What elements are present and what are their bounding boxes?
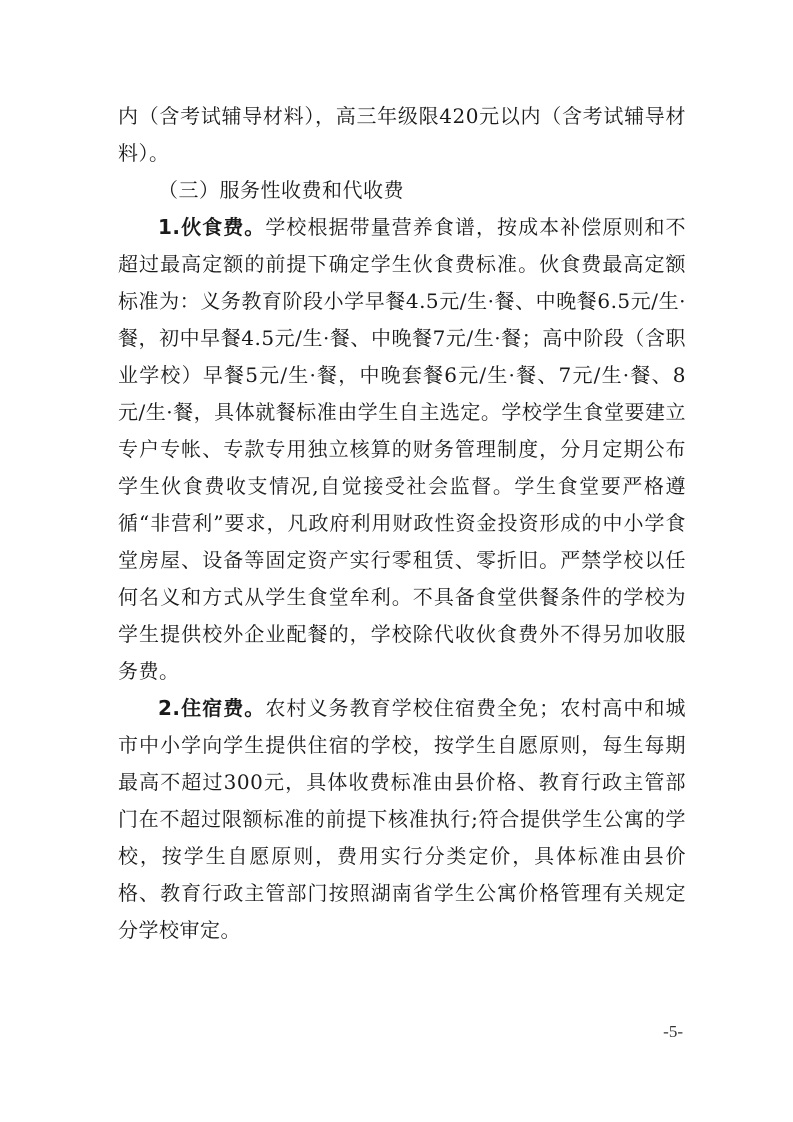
intro-paragraph: 内（含考试辅导材料），高三年级限420元以内（含考试辅导材料）。 [118,104,686,165]
item1-title: 1.伙食费。 [158,215,266,239]
item2-title: 2.住宿费。 [158,696,266,720]
page-number: -5- [663,1022,683,1041]
document-body [118,98,686,949]
section-heading: （三）服务性收费和代收费 [158,178,404,202]
item2-body: 农村义务教育学校住宿费全免；农村高中和城市中小学向学生提供住宿的学校，按学生自愿原则，每生每期最高不超过300元，具体收费标准由县价格、教育行政主管部门在不超过限额标准的前提下核准执行;符合提供学生公寓的学校，按学生自愿原则，费用实行分类定价，具体标准由县价格、教育行政主管部门按照湖南省学生公寓价格管理有关规定分学校审定。 [118,696,687,942]
item1-paragraph [118,209,686,690]
item1-body: 学校根据带量营养食谱，按成本补偿原则和不超过最高定额的前提下确定学生伙食费标准。伙食费最高定额标准为：义务教育阶段小学早餐4.5元/生·餐、中晚餐6.5元/生·餐，初中早餐4.5元/生·餐、中晚餐7元/生·餐；高中阶段（含职业学校）早餐5元/生·餐，中晚套餐6元/生·餐、7元/生·餐、8元/生·餐，具体就餐标准由学生自主选定。学校学生食堂要建立专户专帐、专款专用独立核算的财务管理制度，分月定期公布学生伙食费收支情况,自觉接受社会监督。学生食堂要严格遵循“非营利”要求，凡政府利用财政性资金投资形成的中小学食堂房屋、设备等固定资产实行零租赁、零折旧。严禁学校以任何名义和方式从学生食堂牟利。不具备食堂供餐条件的学校为学生提供校外企业配餐的，学校除代收伙食费外不得另加收服务费。 [118,215,687,683]
item2-paragraph [118,690,686,949]
